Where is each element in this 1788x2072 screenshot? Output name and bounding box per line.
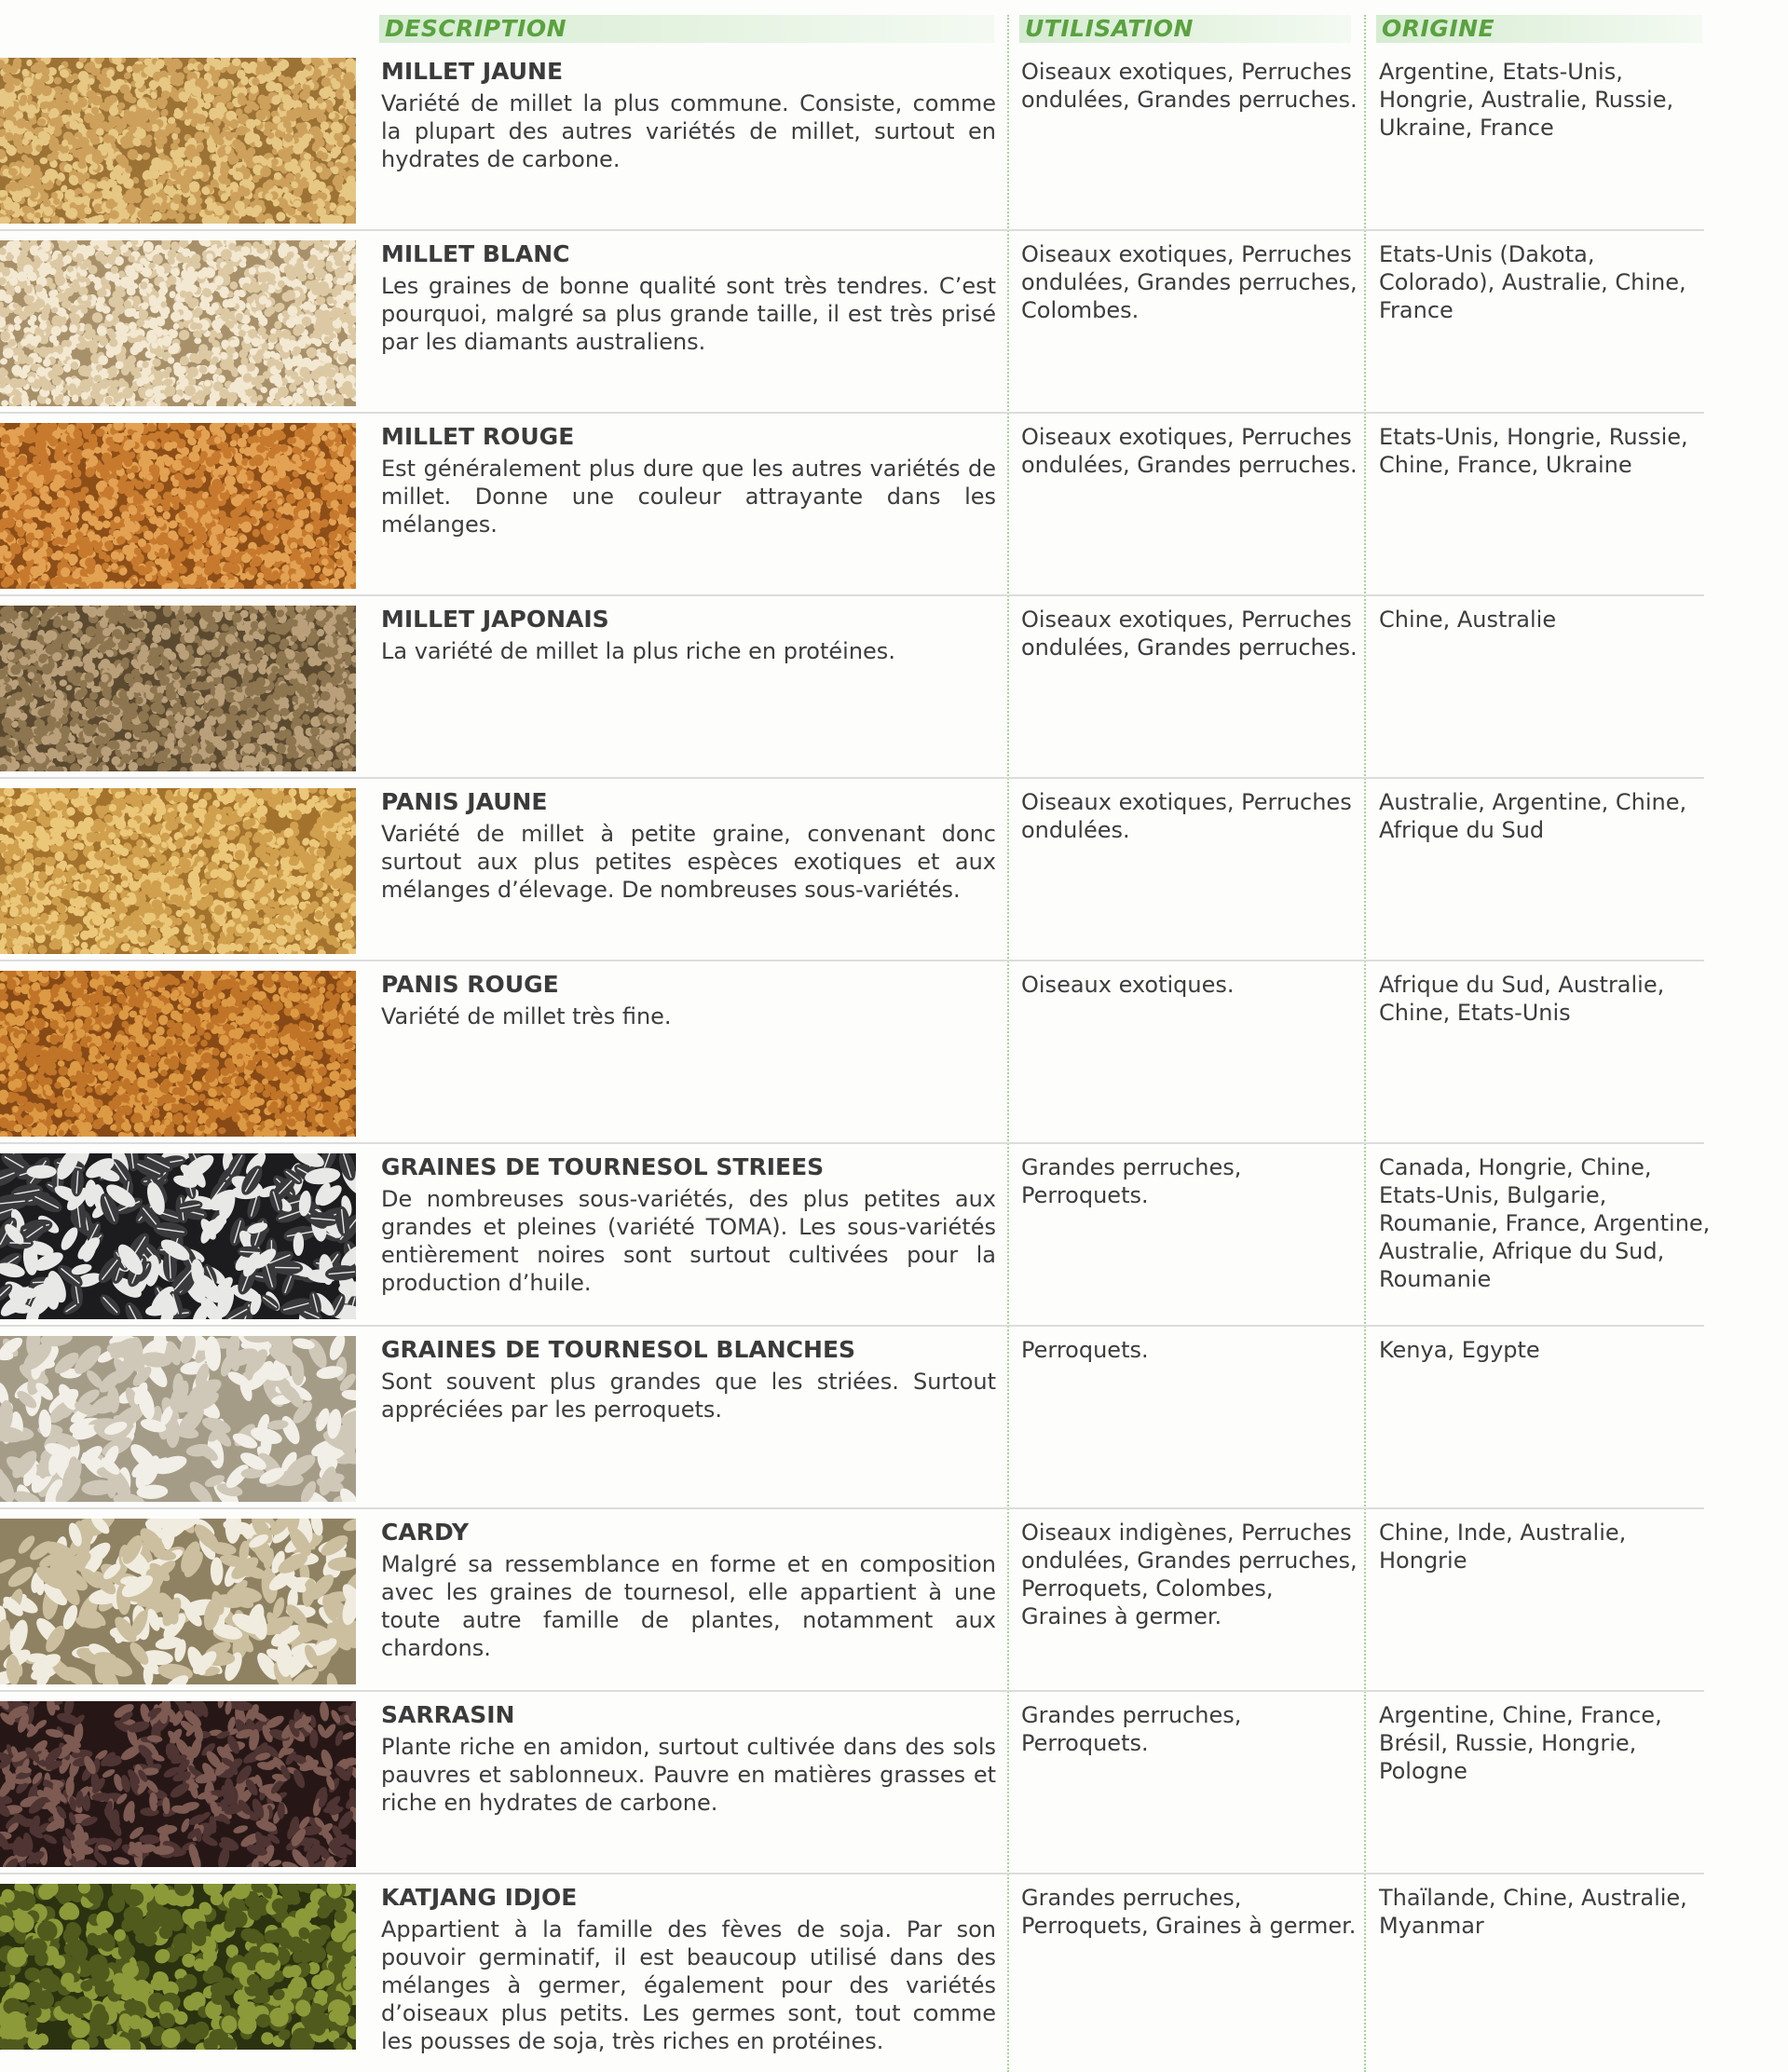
table-row xyxy=(0,231,1788,414)
seed-description: De nombreuses sous-variétés, des plus petites aux grandes et pleines (variété TOMA). Les sous-variétés entièrement noires sont surtout cultivées pour la production d’huile. xyxy=(381,1186,996,1296)
seed-texture xyxy=(0,240,356,406)
seed-photo xyxy=(0,1336,356,1502)
seed-title: MILLET ROUGE xyxy=(381,423,575,450)
seed-photo xyxy=(0,240,356,406)
seed-texture xyxy=(0,788,356,954)
seed-photo xyxy=(0,971,356,1137)
seed-utilisation: Grandes perruches, Perroquets. xyxy=(1021,1154,1242,1208)
seed-photo xyxy=(0,606,356,771)
seed-texture xyxy=(0,1336,356,1502)
seed-photo xyxy=(0,423,356,589)
table-row xyxy=(0,414,1788,596)
header-description: DESCRIPTION xyxy=(379,15,994,43)
table-row xyxy=(0,779,1788,961)
seed-photo xyxy=(0,1519,356,1684)
seed-description: Les graines de bonne qualité sont très tendres. C’est pourquoi, malgré sa plus grande taille, il est très prisé par les diamants australiens. xyxy=(381,273,996,355)
seed-title: MILLET JAUNE xyxy=(381,58,564,85)
table-row xyxy=(0,1874,1788,2057)
seed-texture xyxy=(0,58,356,224)
seed-description: Variété de millet à petite graine, convenant donc surtout aux plus petites espèces exotiques et aux mélanges d’élevage. De nombreuses sous-variétés. xyxy=(381,821,996,903)
seed-utilisation: Oiseaux exotiques, Perruches ondulées, Grandes perruches. xyxy=(1021,607,1358,661)
seed-texture xyxy=(0,1519,356,1684)
table-row xyxy=(0,1144,1788,1327)
seed-origine: Chine, Australie xyxy=(1379,607,1557,633)
seed-description: La variété de millet la plus riche en protéines. xyxy=(381,638,895,664)
seed-utilisation: Grandes perruches, Perroquets, Graines à germer. xyxy=(1021,1885,1357,1939)
seed-description: Variété de millet la plus commune. Consiste, comme la plupart des autres variétés de millet, surtout en hydrates de carbone. xyxy=(381,90,996,172)
seed-utilisation: Oiseaux exotiques. xyxy=(1021,972,1235,998)
seed-description: Plante riche en amidon, surtout cultivée dans des sols pauvres et sablonneux. Pauvre en matières grasses et riche en hydrates de carbone. xyxy=(381,1734,996,1816)
seed-texture xyxy=(0,1701,356,1867)
seed-description: Est généralement plus dure que les autres variétés de millet. Donne une couleur attrayante dans les mélanges. xyxy=(381,456,996,538)
seed-origine: Chine, Inde, Australie, Hongrie xyxy=(1379,1520,1627,1574)
seed-description: Malgré sa ressemblance en forme et en composition avec les graines de tournesol, elle appartient à une toute autre famille de plantes, notamment aux chardons. xyxy=(381,1551,996,1661)
seed-title: GRAINES DE TOURNESOL BLANCHES xyxy=(381,1336,856,1363)
seed-origine: Argentine, Etats-Unis, Hongrie, Australie, Russie, Ukraine, France xyxy=(1379,59,1674,141)
seed-origine: Australie, Argentine, Chine, Afrique du Sud xyxy=(1379,789,1687,843)
seed-origine: Etats-Unis (Dakota, Colorado), Australie, Chine, France xyxy=(1379,241,1686,323)
seed-title: MILLET BLANC xyxy=(381,240,570,267)
seed-origine: Afrique du Sud, Australie, Chine, Etats-Unis xyxy=(1379,972,1665,1026)
seed-title: MILLET JAPONAIS xyxy=(381,606,609,633)
table-row xyxy=(0,961,1788,1144)
seed-texture xyxy=(0,971,356,1137)
seed-description: Variété de millet très fine. xyxy=(381,1003,672,1029)
seed-title: KATJANG IDJOE xyxy=(381,1884,578,1911)
seed-texture xyxy=(0,1884,356,2050)
seed-utilisation: Oiseaux indigènes, Perruches ondulées, Grandes perruches, Perroquets, Colombes, Graines à germer. xyxy=(1021,1520,1358,1629)
seed-photo xyxy=(0,1701,356,1867)
seed-photo xyxy=(0,788,356,954)
seed-texture xyxy=(0,1153,356,1319)
seed-utilisation: Oiseaux exotiques, Perruches ondulées, Grandes perruches. xyxy=(1021,424,1358,478)
table-row xyxy=(0,1692,1788,1874)
table-row xyxy=(0,1509,1788,1692)
seed-origine: Canada, Hongrie, Chine, Etats-Unis, Bulgarie, Roumanie, France, Argentine, Australie, Afrique du Sud, Roumanie xyxy=(1379,1154,1711,1292)
seed-title: PANIS JAUNE xyxy=(381,788,548,815)
seed-photo xyxy=(0,1153,356,1319)
header-utilisation: UTILISATION xyxy=(1019,15,1351,43)
seed-texture xyxy=(0,606,356,771)
seed-description: Sont souvent plus grandes que les striées. Surtout appréciées par les perroquets. xyxy=(381,1369,996,1423)
seed-origine: Thaïlande, Chine, Australie, Myanmar xyxy=(1379,1885,1687,1939)
seed-utilisation: Oiseaux exotiques, Perruches ondulées. xyxy=(1021,789,1352,843)
seed-photo xyxy=(0,1884,356,2050)
seed-origine: Argentine, Chine, France, Brésil, Russie, Hongrie, Pologne xyxy=(1379,1702,1662,1784)
seed-photo xyxy=(0,58,356,224)
seed-description: Appartient à la famille des fèves de soja. Par son pouvoir germinatif, il est beaucoup utilisé dans des mélanges à germer, également pour des variétés d’oiseaux plus petits. Les germes sont, tout comme les pousses de soja, très riches en protéines. xyxy=(381,1916,996,2054)
table-row xyxy=(0,1327,1788,1509)
seed-origine: Kenya, Egypte xyxy=(1379,1337,1540,1363)
seed-utilisation: Grandes perruches, Perroquets. xyxy=(1021,1702,1242,1756)
seed-utilisation: Perroquets. xyxy=(1021,1337,1149,1363)
header-origine: ORIGINE xyxy=(1376,15,1702,43)
seed-title: GRAINES DE TOURNESOL STRIEES xyxy=(381,1153,825,1180)
seed-title: SARRASIN xyxy=(381,1701,515,1728)
table-row xyxy=(0,596,1788,779)
seed-title: PANIS ROUGE xyxy=(381,971,559,998)
seed-title: CARDY xyxy=(381,1519,469,1546)
seed-texture xyxy=(0,423,356,589)
seed-origine: Etats-Unis, Hongrie, Russie, Chine, France, Ukraine xyxy=(1379,424,1688,478)
seed-utilisation: Oiseaux exotiques, Perruches ondulées, Grandes perruches. xyxy=(1021,59,1358,113)
seed-utilisation: Oiseaux exotiques, Perruches ondulées, Grandes perruches, Colombes. xyxy=(1021,241,1358,323)
table-row xyxy=(0,48,1788,231)
